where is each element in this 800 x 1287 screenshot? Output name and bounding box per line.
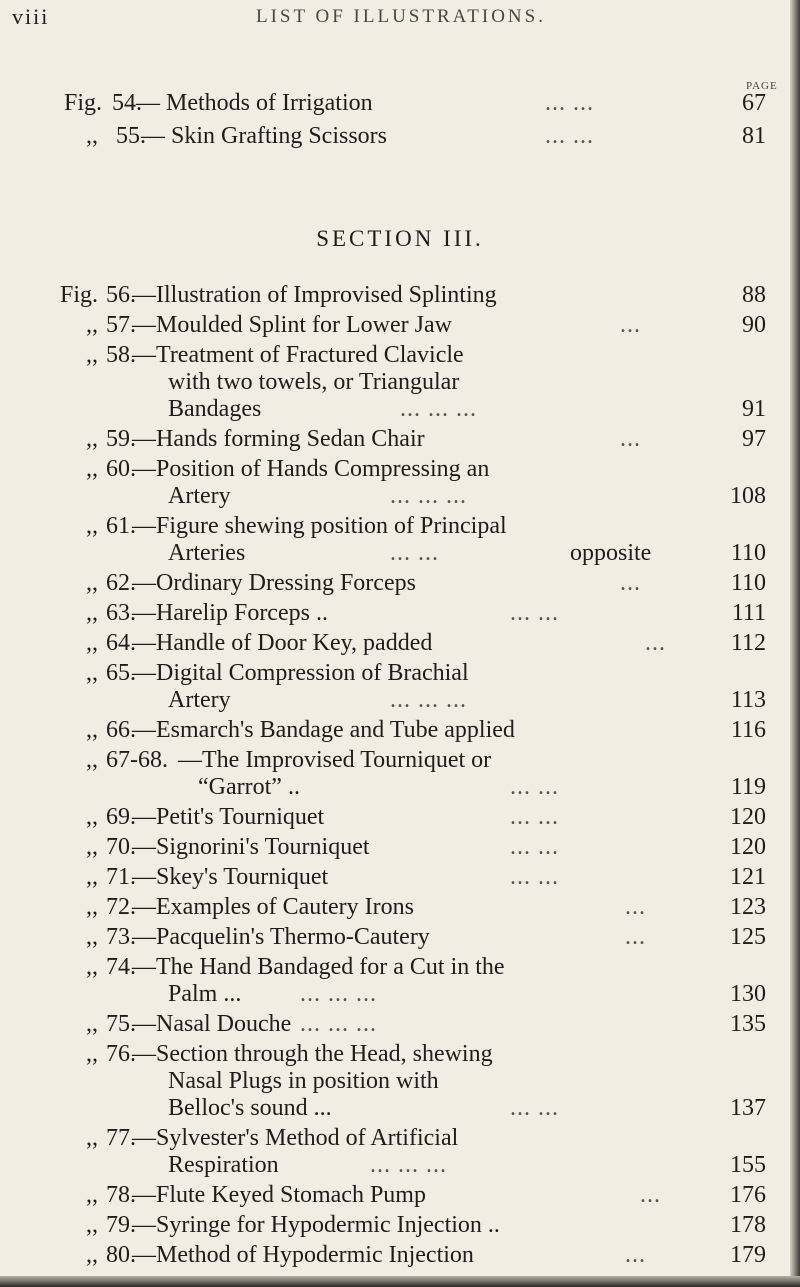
fig-title: —Digital Compression of Brachial [132, 660, 469, 686]
page-column-label: PAGE [746, 80, 778, 92]
fig-title-continued: Artery [168, 483, 231, 509]
leader-dots: ... [625, 894, 646, 920]
leader-dots: ... ... ... [390, 483, 467, 509]
page-number: 67 [742, 90, 766, 116]
page-number: 120 [730, 834, 766, 860]
fig-title: — Skin Grafting Scissors [141, 123, 387, 149]
fig-number: 59. [106, 426, 136, 452]
fig-prefix: ,, [86, 660, 98, 686]
leader-dots: ... [620, 570, 641, 596]
fig-prefix: ,, [86, 804, 98, 830]
fig-prefix: ,, [86, 747, 98, 773]
fig-title: —Skey's Tourniquet [132, 864, 329, 890]
fig-number: 58. [106, 342, 136, 368]
page-number: 108 [730, 483, 766, 509]
fig-title: —Petit's Tourniquet [132, 804, 325, 830]
fig-title: —Flute Keyed Stomach Pump [132, 1182, 426, 1208]
fig-title: —Method of Hypodermic Injection [132, 1242, 474, 1268]
fig-prefix: ,, [86, 630, 98, 656]
page-number: 119 [730, 774, 766, 800]
fig-number: 77. [106, 1125, 136, 1151]
fig-title: —Signorini's Tourniquet [132, 834, 370, 860]
fig-number: 64. [106, 630, 136, 656]
page-number: 112 [730, 630, 766, 656]
fig-prefix: ,, [86, 894, 98, 920]
fig-number: 61. [106, 513, 136, 539]
leader-dots: ... ... [510, 804, 559, 830]
fig-title: —Section through the Head, shewing [132, 1041, 493, 1067]
fig-title: —The Improvised Tourniquet or [178, 747, 492, 773]
page-number: 91 [742, 396, 766, 422]
page-number: 137 [730, 1095, 766, 1121]
leader-dots: ... ... [510, 1095, 559, 1121]
fig-title: — Methods of Irrigation [136, 90, 373, 116]
fig-title: —Ordinary Dressing Forceps [132, 570, 416, 596]
fig-prefix: ,, [86, 1041, 98, 1067]
page-number: 90 [742, 312, 766, 338]
fig-number: 78. [106, 1182, 136, 1208]
leader-dots: ... ... [545, 90, 594, 116]
fig-prefix: ,, [86, 864, 98, 890]
fig-title: —Handle of Door Key, padded [132, 630, 433, 656]
page-number: 123 [730, 894, 766, 920]
fig-number: 69. [106, 804, 136, 830]
page-number: 130 [730, 981, 766, 1007]
fig-title: —Harelip Forceps .. [132, 600, 328, 626]
opposite-label: opposite [570, 540, 652, 566]
leader-dots: ... ... [510, 834, 559, 860]
fig-number: 60. [106, 456, 136, 482]
leader-dots: ... [620, 426, 641, 452]
leader-dots: ... [625, 1242, 646, 1268]
fig-prefix: ,, [86, 513, 98, 539]
fig-prefix: Fig. [60, 282, 99, 308]
fig-number: 57. [106, 312, 136, 338]
running-title: LIST OF ILLUSTRATIONS. [256, 6, 546, 27]
page-number: 125 [730, 924, 766, 950]
fig-number: 72. [106, 894, 136, 920]
fig-number: 79. [106, 1212, 136, 1238]
fig-title-continued: Respiration [168, 1152, 279, 1178]
fig-title-continued: Artery [168, 687, 231, 713]
fig-prefix: ,, [86, 1212, 98, 1238]
leader-dots: ... ... [510, 864, 559, 890]
fig-prefix: ,, [86, 1011, 98, 1037]
fig-title-continued: Nasal Plugs in position with [168, 1068, 439, 1094]
fig-prefix: Fig. [64, 90, 103, 116]
leader-dots: ... ... ... [370, 1152, 447, 1178]
fig-title: —Examples of Cautery Irons [132, 894, 414, 920]
page-number: 81 [742, 123, 766, 149]
page-number: 121 [730, 864, 766, 890]
leader-dots: ... [645, 630, 666, 656]
fig-title: —Treatment of Fractured Clavicle [132, 342, 464, 368]
fig-title-continued: Palm ... [168, 981, 242, 1007]
page-number: 111 [731, 600, 766, 626]
fig-title: —Sylvester's Method of Artificial [132, 1125, 459, 1151]
fig-title: —Figure shewing position of Principal [132, 513, 507, 539]
fig-number: 63. [106, 600, 136, 626]
page-number: 88 [742, 282, 766, 308]
fig-prefix: ,, [86, 426, 98, 452]
fig-title: —Hands forming Sedan Chair [132, 426, 425, 452]
leader-dots: ... [620, 312, 641, 338]
fig-prefix: ,, [86, 123, 98, 149]
fig-title: —Illustration of Improvised Splinting [132, 282, 497, 308]
fig-title: —Pacquelin's Thermo-Cautery [132, 924, 430, 950]
fig-prefix: ,, [86, 954, 98, 980]
page-number: 176 [730, 1182, 766, 1208]
page-number: 97 [742, 426, 766, 452]
page-number: 155 [730, 1152, 766, 1178]
bottom-edge-shadow [0, 1276, 800, 1287]
leader-dots: ... ... [510, 774, 559, 800]
page-number: 110 [730, 570, 766, 596]
leader-dots: ... [625, 924, 646, 950]
page-edge-shadow [790, 0, 800, 1287]
fig-prefix: ,, [86, 717, 98, 743]
fig-prefix: ,, [86, 1182, 98, 1208]
page-number: 116 [730, 717, 766, 743]
fig-prefix: ,, [86, 1242, 98, 1268]
fig-number: 71. [106, 864, 136, 890]
fig-prefix: ,, [86, 456, 98, 482]
fig-prefix: ,, [86, 312, 98, 338]
leader-dots: ... ... [510, 600, 559, 626]
fig-title: —Moulded Splint for Lower Jaw [132, 312, 452, 338]
fig-title: —Syringe for Hypodermic Injection .. [132, 1212, 500, 1238]
fig-prefix: ,, [86, 600, 98, 626]
fig-number: 76. [106, 1041, 136, 1067]
fig-title: —The Hand Bandaged for a Cut in the [132, 954, 505, 980]
page-number: 120 [730, 804, 766, 830]
fig-number: 70. [106, 834, 136, 860]
fig-number: 55. [116, 123, 146, 149]
fig-prefix: ,, [86, 342, 98, 368]
fig-number: 54. [112, 90, 142, 116]
leader-dots: ... ... [545, 123, 594, 149]
fig-title: —Esmarch's Bandage and Tube applied [132, 717, 515, 743]
fig-number: 80. [106, 1242, 136, 1268]
leader-dots: ... ... ... [400, 396, 477, 422]
fig-title: —Nasal Douche [132, 1011, 292, 1037]
fig-number: 74. [106, 954, 136, 980]
fig-number: 56. [106, 282, 136, 308]
leader-dots: ... ... ... [300, 981, 377, 1007]
leader-dots: ... ... ... [390, 687, 467, 713]
page-number: 110 [730, 540, 766, 566]
fig-number: 65. [106, 660, 136, 686]
leader-dots: ... ... [390, 540, 439, 566]
fig-prefix: ,, [86, 924, 98, 950]
page-number: 135 [730, 1011, 766, 1037]
running-head [0, 4, 800, 30]
leader-dots: ... [640, 1182, 661, 1208]
fig-title: —Position of Hands Compressing an [132, 456, 490, 482]
fig-prefix: ,, [86, 834, 98, 860]
page-number: 179 [730, 1242, 766, 1268]
page-number: 113 [730, 687, 766, 713]
fig-title-continued: “Garrot” .. [198, 774, 300, 800]
fig-title-continued: Arteries [168, 540, 246, 566]
fig-number: 67-68. [106, 747, 168, 773]
fig-number: 66. [106, 717, 136, 743]
fig-title-continued: Belloc's sound ... [168, 1095, 332, 1121]
leader-dots: ... ... ... [300, 1011, 377, 1037]
fig-title-continued: Bandages [168, 396, 262, 422]
fig-title-continued: with two towels, or Triangular [168, 369, 460, 395]
fig-number: 62. [106, 570, 136, 596]
fig-number: 75. [106, 1011, 136, 1037]
folio: viii [12, 4, 50, 29]
page-number: 178 [730, 1212, 766, 1238]
section-heading: SECTION III. [316, 226, 484, 251]
fig-prefix: ,, [86, 570, 98, 596]
fig-number: 73. [106, 924, 136, 950]
fig-prefix: ,, [86, 1125, 98, 1151]
